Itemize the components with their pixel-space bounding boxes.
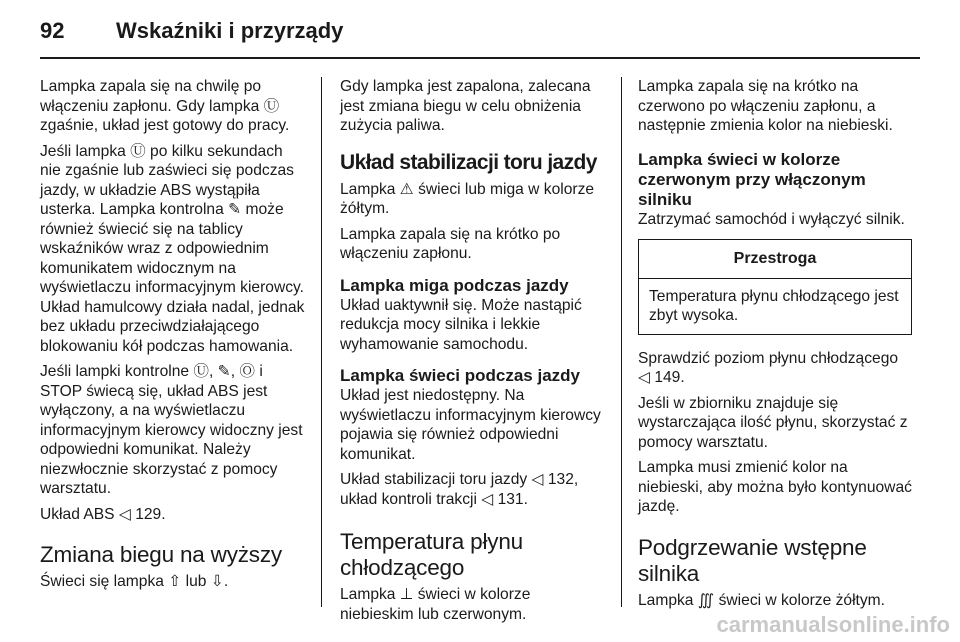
paragraph: Lampka zapala się na krótko po włączeniu zapłonu.: [340, 225, 561, 262]
paragraph: Jeśli w zbiorniku znajduje się wystarczająca ilość płynu, skorzystać z pomocy warsztatu.: [638, 394, 908, 451]
paragraph: Jeśli lampka Ⓤ po kilku sekundach nie zgaśnie lub zaświeci się podczas jazdy, w układzie ABS wystąpiła usterka. Lampka kontrolna ✎ może również świecić się na tablicy wskaźników wraz z odpowiednim komunikatem widocznym na wyświetlaczu informacyjnym kierowcy. Układ hamulcowy działa nadal, jednak bez układu przeciwdziałającego blokowaniu kół podczas hamowania.: [40, 142, 305, 355]
paragraph: Lampka musi zmienić kolor na niebieski, aby można było kontynuować jazdę.: [638, 459, 912, 515]
paragraph: Lampka zapala się na chwilę po włączeniu zapłonu. Gdy lampka Ⓤ zgaśnie, układ jest gotowy do pracy.: [40, 78, 290, 134]
section-heading: Podgrzewanie wstępne silnika: [638, 534, 867, 586]
caution-box: [638, 239, 912, 335]
column-divider: [321, 77, 322, 607]
caution-title: Przestroga: [639, 240, 911, 279]
sub-heading: Lampka miga podczas jazdy: [340, 275, 569, 295]
column-2: [340, 77, 608, 630]
paragraph: Zatrzymać samochód i wyłączyć silnik.: [638, 210, 905, 228]
sub-heading: Lampka świeci podczas jazdy: [340, 366, 580, 385]
section-heading: Zmiana biegu na wyższy: [40, 542, 282, 567]
page-header: [40, 18, 343, 48]
page-number: 92: [40, 18, 65, 43]
paragraph: Układ ABS ◁ 129.: [40, 505, 166, 523]
column-3: [638, 77, 912, 616]
column-divider: [621, 77, 622, 607]
paragraph: Jeśli lampki kontrolne Ⓤ, ✎, Ⓞ i STOP świecą się, układ ABS jest wyłączony, a na wyświetlaczu informacyjnym kierowcy widoczny jest odpowiedni komunikat. Należy niezwłocznie skorzystać z pomocy warsztatu.: [40, 363, 303, 497]
paragraph: Układ uaktywnił się. Może nastąpić redukcja mocy silnika i lekkie wyhamowanie samochodu.: [340, 296, 582, 353]
paragraph: Lampka ⚠ świeci lub miga w kolorze żółtym.: [340, 180, 595, 217]
paragraph: Gdy lampka jest zapalona, zalecana jest zmiana biegu w celu obniżenia zużycia paliwa.: [340, 78, 591, 134]
caution-text: Temperatura płynu chłodzącego jest zbyt wysoka.: [649, 287, 899, 324]
paragraph: Sprawdzić poziom płynu chłodzącego ◁ 149.: [638, 349, 899, 386]
column-1: [40, 77, 306, 598]
watermark: carmanualsonline.info: [716, 612, 950, 637]
paragraph: Lampka zapala się na krótko na czerwono po włączeniu zapłonu, a następnie zmienia kolor na niebieski.: [638, 78, 893, 134]
paragraph: Układ stabilizacji toru jazdy ◁ 132, układ kontroli trakcji ◁ 131.: [340, 471, 579, 508]
page-title: Wskaźniki i przyrządy: [116, 18, 344, 43]
paragraph: Lampka ∭ świeci w kolorze żółtym.: [638, 591, 885, 609]
paragraph: Lampka ⊥ świeci w kolorze niebieskim lub czerwonym.: [340, 586, 531, 623]
header-rule: [40, 57, 920, 59]
paragraph: Układ jest niedostępny. Na wyświetlaczu informacyjnym kierowcy pojawia się również odpowiedni komunikat.: [340, 387, 601, 463]
section-heading: Temperatura płynu chłodzącego: [340, 529, 523, 580]
sub-heading: Lampka świeci w kolorze czerwonym przy włączonym silniku: [638, 149, 866, 209]
section-heading: Układ stabilizacji toru jazdy: [340, 150, 597, 174]
paragraph: Świeci się lampka ⇧ lub ⇩.: [40, 573, 229, 590]
